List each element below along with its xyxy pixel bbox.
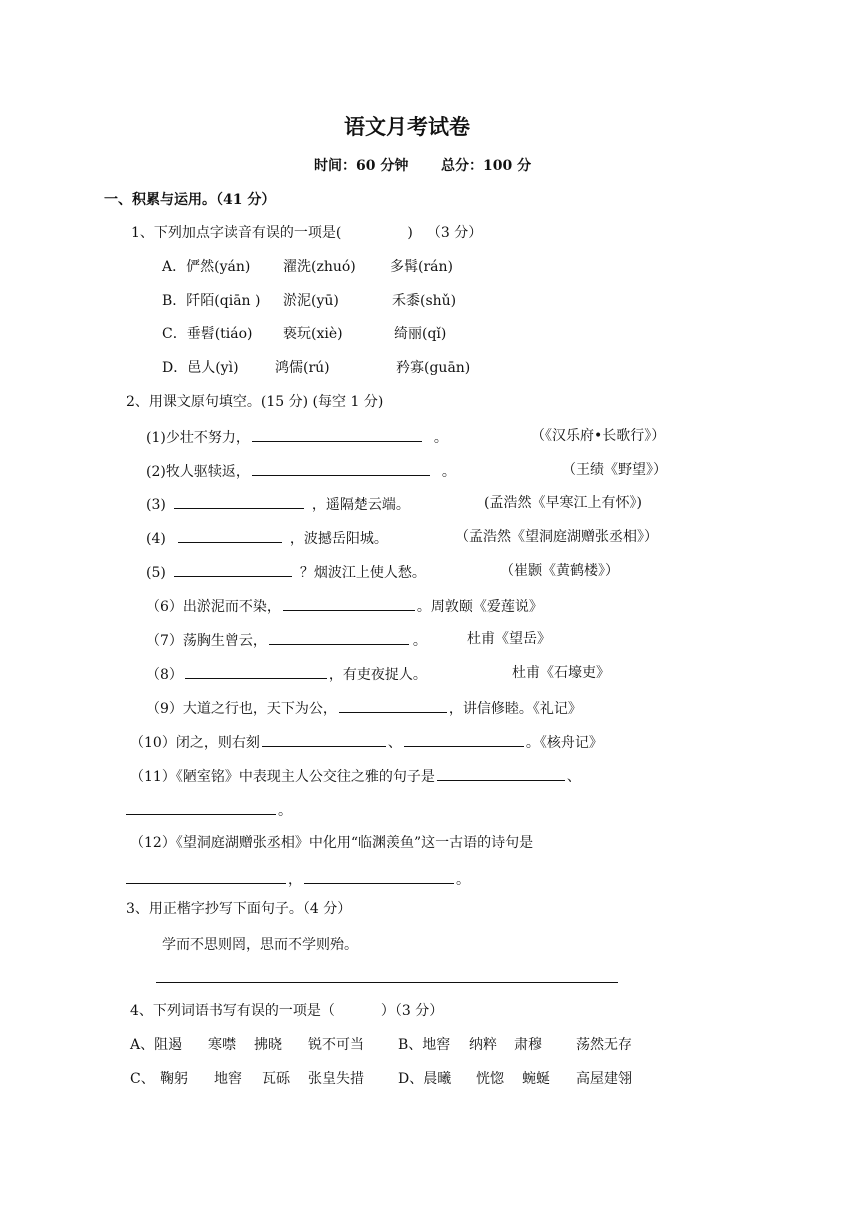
q2-item-7: （7）荡胸生曾云， 。 [146,630,427,650]
q2-item-11: （11）《陋室铭》中表现主人公交往之雅的句子是 、 [130,766,581,786]
q2-item-8-source: 杜甫《石壕吏》 [512,665,610,681]
q1-paren-close: ) [407,225,413,241]
q2-item-3-source: (孟浩然《早寒江上有怀》) [484,495,642,511]
q4-option-a-w4: 锐不可当 [308,1037,364,1053]
q2-item-12-line2: ， 。 [124,869,470,889]
fill-blank[interactable] [437,766,565,781]
q1-score: （3 分） [426,225,483,241]
q2-item-2-source: （王绩《野望》） [562,462,667,478]
fill-blank[interactable] [252,461,430,476]
q4-option-d-w3: 蜿蜒 [522,1071,550,1087]
exam-total-score: 总分：100 分 [441,158,532,174]
q3-sentence: 学而不思则罔，思而不学则殆。 [162,937,358,953]
exam-time: 时间：60 分钟 [314,158,409,174]
q2-item-11-line2: 。 [124,800,292,820]
fill-blank[interactable] [126,800,276,815]
fill-blank[interactable] [269,630,409,645]
q4-option-d: D、晨曦 [398,1071,452,1087]
q4-option-b-w2: 纳粹 [469,1037,497,1053]
q2-item-7-source: 杜甫《望岳》 [467,631,551,647]
q4-option-d-w4: 高屋建翎 [576,1071,632,1087]
q2-item-8: （8） ，有吏夜捉人。 [146,664,427,684]
fill-blank[interactable] [174,562,292,577]
section-heading: 一、积累与运用。（41 分） [104,192,276,208]
q2-item-10: （10）闭之，则右刻 、 。《核舟记》 [130,732,603,752]
q1-option-b-word2: 淤泥(yū) [283,293,339,309]
q4-option-b: B、地窖 [398,1037,451,1053]
q1-option-d: D．邑人(yì) [162,360,239,376]
fill-blank[interactable] [185,664,327,679]
q2-item-2: (2)牧人驱犊返， 。 [146,461,456,481]
fill-blank[interactable] [304,869,454,884]
q2-item-1: (1)少壮不努力， 。 [146,427,448,447]
page-title: 语文月考试卷 [344,114,470,139]
q1-stem-text: 1、下列加点字读音有误的一项是( [131,225,342,241]
q4-option-c-w1: 鞠躬 [160,1071,188,1087]
q1-option-c-word3: 绮丽(qǐ) [394,326,447,342]
q2-item-4-source: （孟浩然《望洞庭湖赠张丞相》） [455,529,658,545]
q4-option-b-w4: 荡然无存 [576,1037,632,1053]
fill-blank[interactable] [339,698,447,713]
q2-item-1-source: （《汉乐府•长歌行》） [531,428,666,444]
fill-blank[interactable] [283,596,415,611]
q4-option-c-w3: 瓦砾 [262,1071,290,1087]
fill-blank[interactable] [178,528,282,543]
q1-option-c: C．垂髫(tiáo) [162,326,253,342]
q1-option-d-word3: 矜寡(guān) [396,360,471,376]
q1-option-a: A．俨然(yán) [162,259,251,275]
q3-answer-line[interactable] [156,982,618,983]
question-2-stem: 2、用课文原句填空。(15 分) (每空 1 分) [126,394,384,410]
q2-item-6: （6）出淤泥而不染， 。周敦颐《爱莲说》 [146,596,543,616]
fill-blank[interactable] [252,427,422,442]
q2-item-5-source: （崔颢《黄鹤楼》） [500,563,619,579]
question-4-stem: 4、下列词语书写有误的一项是（ ）（3 分） [130,1003,444,1019]
q4-option-c-w4: 张皇失措 [308,1071,364,1087]
q4-option-a: A、阻遏 [130,1037,183,1053]
question-3-stem: 3、用正楷字抄写下面句子。（4 分） [126,901,352,917]
q2-item-4: (4) ，波撼岳阳城。 [146,528,388,548]
q4-option-a-w2: 寒噤 [208,1037,236,1053]
question-1-stem [131,224,482,242]
q2-item-12: （12）《望洞庭湖赠张丞相》中化用“临渊羡鱼”这一古语的诗句是 [130,835,534,851]
fill-blank[interactable] [126,869,286,884]
q4-option-a-w3: 拂晓 [254,1037,282,1053]
fill-blank[interactable] [404,732,524,747]
q4-option-c-w2: 地窖 [214,1071,242,1087]
q2-item-3: (3) ，遥隔楚云端。 [146,494,410,514]
fill-blank[interactable] [262,732,386,747]
q4-option-d-w2: 恍惚 [476,1071,504,1087]
q1-option-d-word2: 鸿儒(rú) [275,360,330,376]
q1-option-c-word2: 亵玩(xiè) [283,326,343,342]
q1-option-a-word2: 濯洗(zhuó) [283,259,356,275]
q1-option-b-word3: 禾黍(shǔ) [392,293,457,309]
q2-item-9: （9）大道之行也，天下为公， ，讲信修睦。《礼记》 [146,698,582,718]
fill-blank[interactable] [174,494,304,509]
q1-option-b: B．阡陌(qiān ) [162,293,261,309]
q4-option-b-w3: 肃穆 [514,1037,542,1053]
q4-option-c: C、 [130,1071,155,1087]
q1-option-a-word3: 多髯(rán) [390,259,453,275]
q2-item-5: (5) ？烟波江上使人愁。 [146,562,426,582]
